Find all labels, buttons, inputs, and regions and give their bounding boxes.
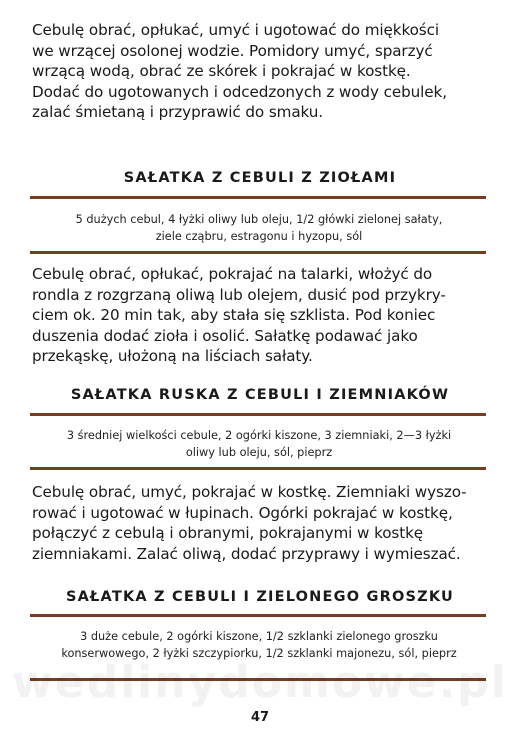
recipe-ingredients-1: 5 dużych cebul, 4 łyżki oliwy lub oleju, 1/2 główki zielonej sałaty, ziele cząbru, estragonu i hyzopu, sól: [75, 213, 443, 243]
recipe-title-1: SAŁATKA Z CEBULI Z ZIOŁAMI: [123, 170, 397, 186]
page-number: 47: [250, 710, 270, 725]
intro-paragraph: Cebulę obrać, opłukać, umyć i ugotować do miękkości we wrzącej osolonej wodzie. Pomidory umyć, sparzyć wrzącą wodą, obrać ze skórek i pokrajać w kostkę. Dodać do ugotowanych i odcedzonych z wody cebulek, zalać śmietaną i przyprawić do smaku.: [32, 21, 447, 121]
recipe-instructions-1: Cebulę obrać, opłukać, pokrajać na talarki, włożyć do rondla z rozgrzaną oliwą lub olejem, dusić pod przykry- ciem ok. 20 min tak, aby stała się szklista. Pod koniec duszenia dodać zioła i osolić. Sałatkę podawać jako przekąskę, ułożoną na liściach sałaty.: [32, 265, 446, 365]
recipe-instructions-2: Cebulę obrać, umyć, pokrajać w kostkę. Ziemniaki wyszo- rować i ugotować w łupinach. Ogórki pokrajać w kostkę, połączyć z cebulą i obranymi, pokrajanymi w kostkę ziemniakami. Zalać oliwą, dodać przyprawy i wymieszać.: [32, 483, 467, 563]
recipe-ingredients-2: 3 średniej wielkości cebule, 2 ogórki kiszone, 3 ziemniaki, 2—3 łyżki oliwy lub oleju, sól, pieprz: [66, 429, 452, 459]
rule-top-1: [30, 196, 486, 199]
rule-bottom-1: [30, 251, 486, 254]
rule-top-3: [30, 614, 486, 617]
rule-bottom-2: [30, 467, 486, 470]
rule-top-2: [30, 413, 486, 416]
watermark: wedlinydomowe.pl: [12, 657, 508, 708]
recipe-title-3: SAŁATKA Z CEBULI I ZIELONEGO GROSZKU: [65, 589, 454, 605]
recipe-ingredients-3: 3 duże cebule, 2 ogórki kiszone, 1/2 szklanki zielonego groszku konserwowego, 2 łyżki szczypiorku, 1/2 szklanki majonezu, sól, pieprz: [61, 630, 457, 660]
recipe-title-2: SAŁATKA RUSKA Z CEBULI I ZIEMNIAKÓW: [70, 387, 450, 403]
